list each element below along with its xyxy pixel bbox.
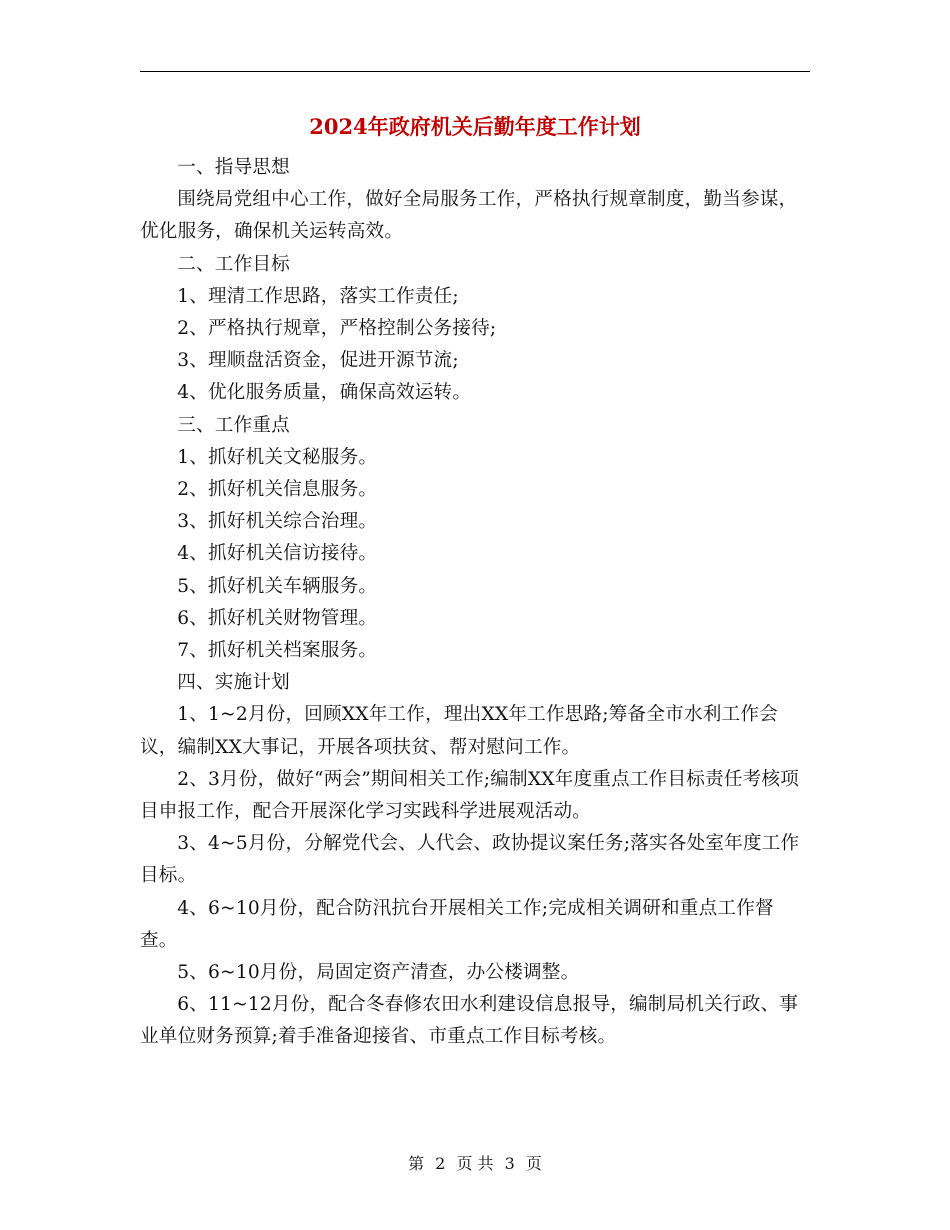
footer-prefix: 第 xyxy=(408,1154,425,1173)
section-heading-work-focus: 三、工作重点 xyxy=(177,414,290,436)
page-number: 2 xyxy=(435,1154,446,1173)
list-item-plan-2: 2、3月份，做好“两会”期间相关工作;编制XX年度重点工作目标责任考核项目申报工作，配合开展深化学习实践科学进展观活动。 xyxy=(140,768,800,823)
list-item-goal-3: 3、理顺盘活资金，促进开源节流; xyxy=(177,350,459,372)
page-footer xyxy=(0,1153,950,1175)
list-item-goal-4: 4、优化服务质量，确保高效运转。 xyxy=(177,382,472,404)
list-item-focus-4: 4、抓好机关信访接待。 xyxy=(177,543,378,565)
list-item-plan-6: 6、11~12月份，配合冬春修农田水利建设信息报导，编制局机关行政、事业单位财务预算;着手准备迎接省、市重点工作目标考核。 xyxy=(140,994,799,1048)
section-heading-work-goals: 二、工作目标 xyxy=(177,253,290,275)
list-item-focus-3: 3、抓好机关综合治理。 xyxy=(177,511,378,533)
document-title: 2024年政府机关后勤年度工作计划 xyxy=(309,114,641,139)
list-item-plan-3: 3、4~5月份，分解党代会、人代会、政协提议案任务;落实各处室年度工作目标。 xyxy=(140,833,800,887)
page-total: 3 xyxy=(504,1154,515,1173)
paragraph-guiding-ideology: 围绕局党组中心工作，做好全局服务工作，严格执行规章制度，勤当参谋，优化服务，确保机关运转高效。 xyxy=(140,189,798,243)
list-item-goal-1: 1、理清工作思路，落实工作责任; xyxy=(177,285,459,307)
list-item-plan-5: 5、6~10月份，局固定资产清查，办公楼调整。 xyxy=(177,962,580,984)
list-item-focus-5: 5、抓好机关车辆服务。 xyxy=(177,575,378,597)
list-item-goal-2: 2、严格执行规章，严格控制公务接待; xyxy=(177,318,497,340)
section-heading-guiding-ideology: 一、指导思想 xyxy=(177,157,290,178)
list-item-focus-1: 1、抓好机关文秘服务。 xyxy=(177,446,378,468)
list-item-plan-1: 1、1~2月份，回顾XX年工作，理出XX年工作思路;筹备全市水利工作会议，编制XX大事记，开展各项扶贫、帮对慰问工作。 xyxy=(140,704,778,758)
header-rule xyxy=(140,71,810,72)
list-item-focus-2: 2、抓好机关信息服务。 xyxy=(177,479,378,501)
document-body xyxy=(140,152,810,1054)
list-item-focus-7: 7、抓好机关档案服务。 xyxy=(177,640,378,662)
list-item-plan-4: 4、6~10月份，配合防汛抗台开展相关工作;完成相关调研和重点工作督查。 xyxy=(140,897,774,951)
list-item-focus-6: 6、抓好机关财物管理。 xyxy=(177,607,378,629)
footer-middle: 页 共 xyxy=(456,1154,494,1173)
section-heading-implementation-plan: 四、实施计划 xyxy=(177,672,290,694)
footer-suffix: 页 xyxy=(525,1154,542,1173)
